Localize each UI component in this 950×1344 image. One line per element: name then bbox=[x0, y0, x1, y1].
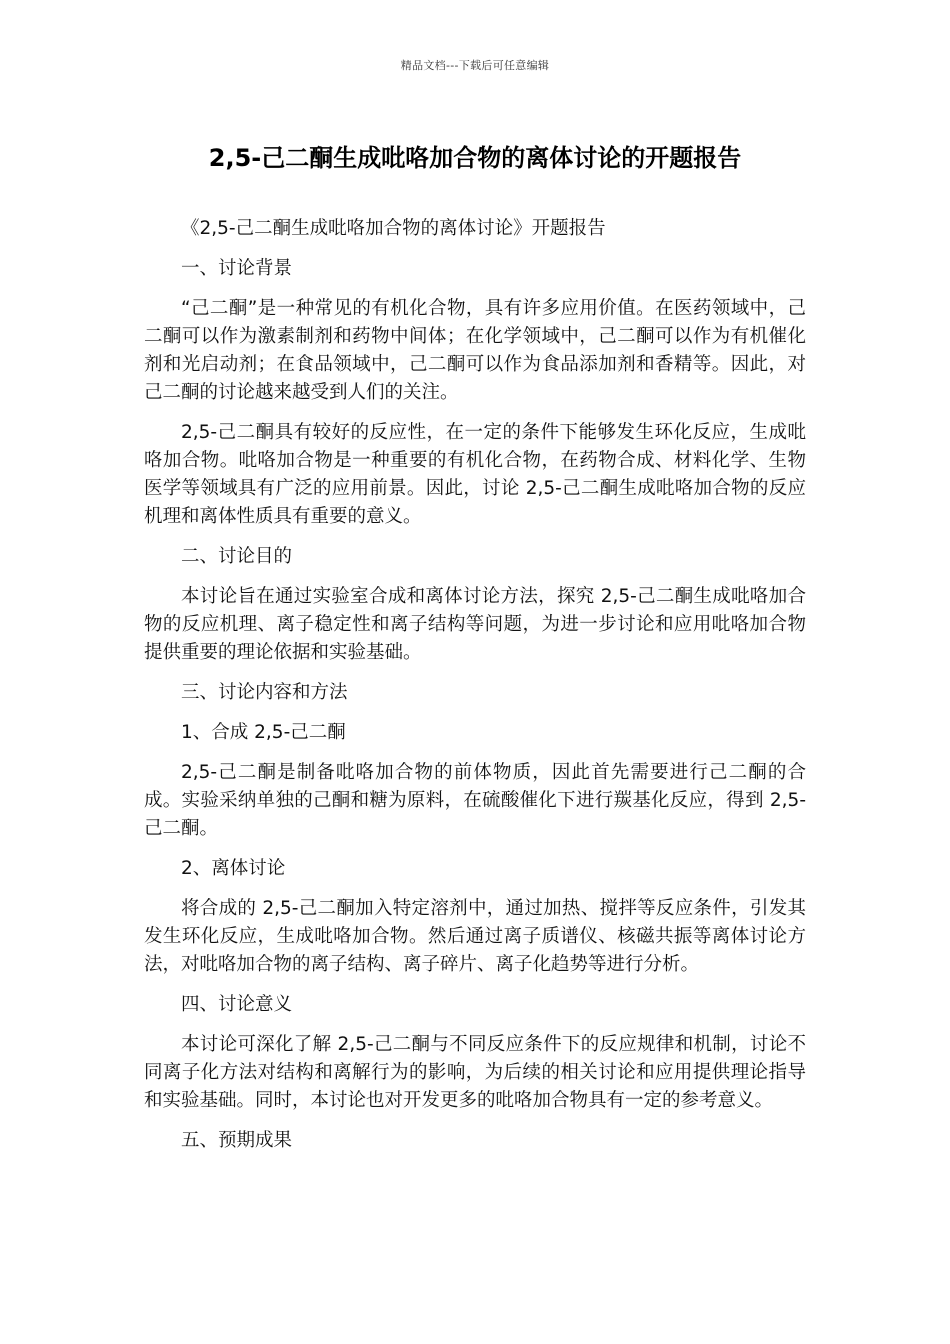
subheading-in-vitro: 2、离体讨论 bbox=[181, 858, 286, 879]
section-heading-significance: 四、讨论意义 bbox=[181, 994, 293, 1015]
document-body bbox=[144, 215, 806, 1167]
paragraph-in-vitro: 将合成的 2,5-己二酮加入特定溶剂中，通过加热、搅拌等反应条件，引发其发生环化反应，生成吡咯加合物。然后通过离子质谱仪、核磁共振等离体讨论方法，对吡咯加合物的离子结构、离子碎片、离子化趋势等进行分析。 bbox=[144, 898, 806, 975]
paragraph-purpose: 本讨论旨在通过实验室合成和离体讨论方法，探究 2,5-己二酮生成吡咯加合物的反应机理、离子稳定性和离子结构等问题，为进一步讨论和应用吡咯加合物提供重要的理论依据和实验基础。 bbox=[144, 586, 806, 663]
section-heading-purpose: 二、讨论目的 bbox=[181, 546, 293, 567]
paragraph-background-1: “己二酮”是一种常见的有机化合物，具有许多应用价值。在医药领域中，己二酮可以作为激素制剂和药物中间体；在化学领域中，己二酮可以作为有机催化剂和光启动剂；在食品领域中，己二酮可以作为食品添加剂和香精等。因此，对己二酮的讨论越来越受到人们的关注。 bbox=[144, 298, 806, 403]
paragraph-background-2: 2,5-己二酮具有较好的反应性，在一定的条件下能够发生环化反应，生成吡咯加合物。吡咯加合物是一种重要的有机化合物，在药物合成、材料化学、生物医学等领域具有广泛的应用前景。因此，讨论 2,5-己二酮生成吡咯加合物的反应机理和离体性质具有重要的意义。 bbox=[144, 422, 806, 527]
document-title: 2,5-己二酮生成吡咯加合物的离体讨论的开题报告 bbox=[208, 144, 742, 172]
subheading-synthesis: 1、合成 2,5-己二酮 bbox=[181, 722, 346, 743]
section-heading-background: 一、讨论背景 bbox=[181, 258, 293, 279]
paragraph-synthesis: 2,5-己二酮是制备吡咯加合物的前体物质，因此首先需要进行己二酮的合成。实验采纳单独的己酮和糖为原料，在硫酸催化下进行羰基化反应，得到 2,5-己二酮。 bbox=[144, 762, 806, 839]
section-heading-expected-results: 五、预期成果 bbox=[181, 1130, 293, 1151]
report-subtitle: 《2,5-己二酮生成吡咯加合物的离体讨论》开题报告 bbox=[181, 218, 606, 239]
section-heading-content-methods: 三、讨论内容和方法 bbox=[181, 682, 348, 703]
header-note: 精品文档---下载后可任意编辑 bbox=[400, 59, 550, 72]
paragraph-significance: 本讨论可深化了解 2,5-己二酮与不同反应条件下的反应规律和机制，讨论不同离子化方法对结构和离解行为的影响，为后续的相关讨论和应用提供理论指导和实验基础。同时，本讨论也对开发更多的吡咯加合物具有一定的参考意义。 bbox=[144, 1034, 806, 1111]
